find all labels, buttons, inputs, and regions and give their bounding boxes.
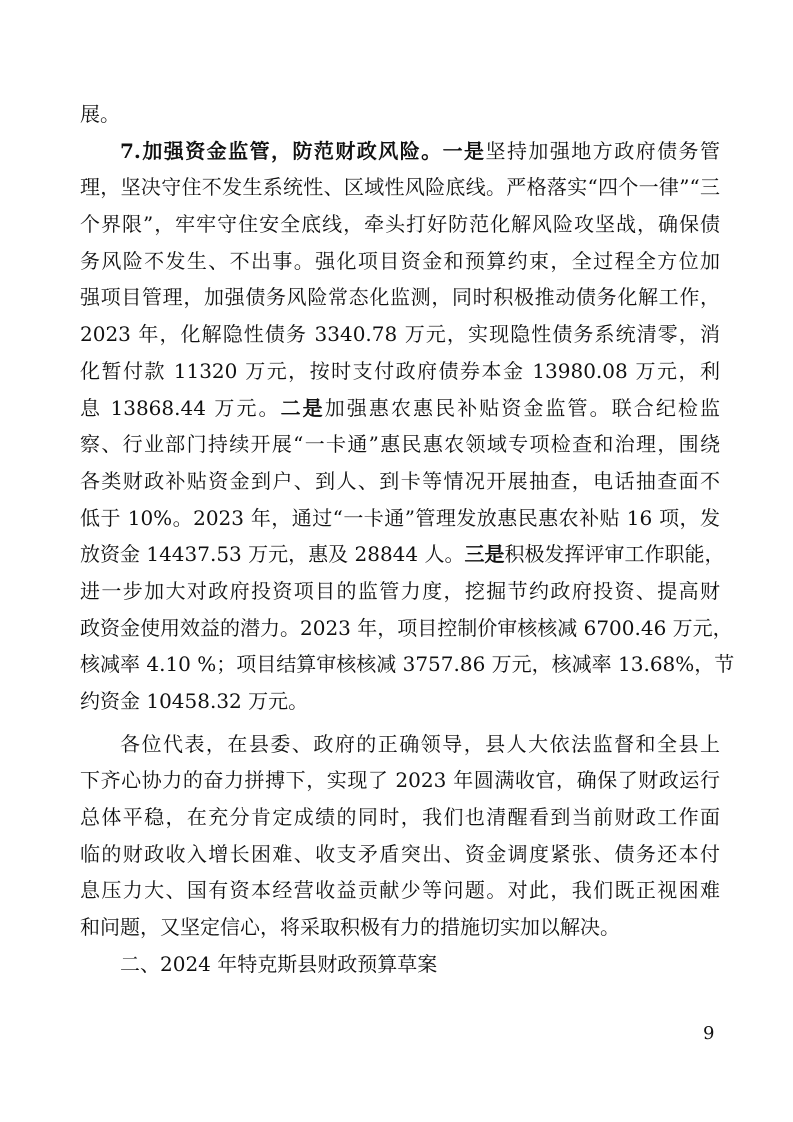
page-number: 9: [703, 1023, 715, 1044]
p1-line-11: 低于 10%。2023 年，通过“一卡通”管理发放惠民惠农补贴 16 项，发: [80, 505, 720, 530]
p2-line-2: 下齐心协力的奋力拼搏下，实现了 2023 年圆满收官，确保了财政运行: [80, 768, 720, 793]
point-one-label: 一是: [442, 138, 486, 163]
p1-line-8: [80, 390, 720, 427]
p1-line-12-a: 放资金 14437.53 万元，惠及 28844 人。: [80, 542, 465, 567]
p1-line-12: [80, 536, 725, 573]
p1-line-14: 政资金使用效益的潜力。2023 年，项目控制价审核核减 6700.46 万元，: [80, 615, 733, 640]
p1-line-5: 强项目管理，加强债务风险常态化监测，同时积极推动债务化解工作，: [80, 285, 720, 310]
p1-line-1-text: 坚持加强地方政府债务管: [485, 138, 721, 163]
p1-line-6: 2023 年，化解隐性债务 3340.78 万元，实现隐性债务系统清零，消: [80, 322, 720, 347]
p1-line-4: 务风险不发生、不出事。强化项目资金和预算约束，全过程全方位加: [80, 248, 720, 273]
p2-line-3: 总体平稳，在充分肯定成绩的同时，我们也清醒看到当前财政工作面: [80, 805, 720, 830]
point-two-label: 二是: [280, 395, 325, 420]
p2-line-4: 临的财政收入增长困难、收支矛盾突出、资金调度紧张、债务还本付: [80, 841, 720, 866]
p1-line-15: 核减率 4.10 %；项目结算审核核减 3757.86 万元，核减率 13.68%，节: [80, 652, 735, 677]
p1-line-16: 约资金 10458.32 万元。: [80, 689, 309, 713]
p2-line-6: 和问题，又坚定信心，将采取积极有力的措施切实加以解决。: [80, 915, 620, 940]
p1-line-7: 化暂付款 11320 万元，按时支付政府债券本金 13980.08 万元，利: [80, 358, 720, 383]
p1-line-8-b: 加强惠农惠民补贴资金监管。联合纪检监: [324, 395, 721, 420]
p1-line-12-b: 积极发挥评审工作职能，: [504, 542, 725, 567]
p1-line-2: 理，坚决守住不发生系统性、区域性风险底线。严格落实“四个一律”“三: [80, 175, 720, 200]
document-body: [80, 96, 735, 983]
section-heading: 二、2024 年特克斯县财政预算草案: [120, 951, 438, 976]
p2-line-1: 各位代表，在县委、政府的正确领导，县人大依法监督和全县上: [120, 731, 720, 756]
point-three-label: 三是: [464, 542, 505, 567]
p1-line-13: 进一步加大对政府投资项目的监管力度，挖掘节约政府投资、提高财: [80, 578, 720, 603]
paragraph-continuation: 展。: [80, 102, 120, 126]
p1-line-8-a: 息 13868.44 万元。: [80, 395, 281, 420]
p2-line-5: 息压力大、国有资本经营收益贡献少等问题。对此，我们既正视困难: [80, 878, 720, 903]
p1-line-1: [80, 133, 720, 170]
p1-line-3: 个界限”，牢牢守住安全底线，牵头打好防范化解风险攻坚战，确保债: [80, 212, 720, 237]
p1-line-10: 各类财政补贴资金到户、到人、到卡等情况开展抽查，电话抽查面不: [80, 468, 720, 493]
p1-line-9: 察、行业部门持续开展“一卡通”惠民惠农领域专项检查和治理，围绕: [80, 432, 720, 457]
section-lead-7: 7.加强资金监管，防范财政风险。: [120, 138, 443, 163]
